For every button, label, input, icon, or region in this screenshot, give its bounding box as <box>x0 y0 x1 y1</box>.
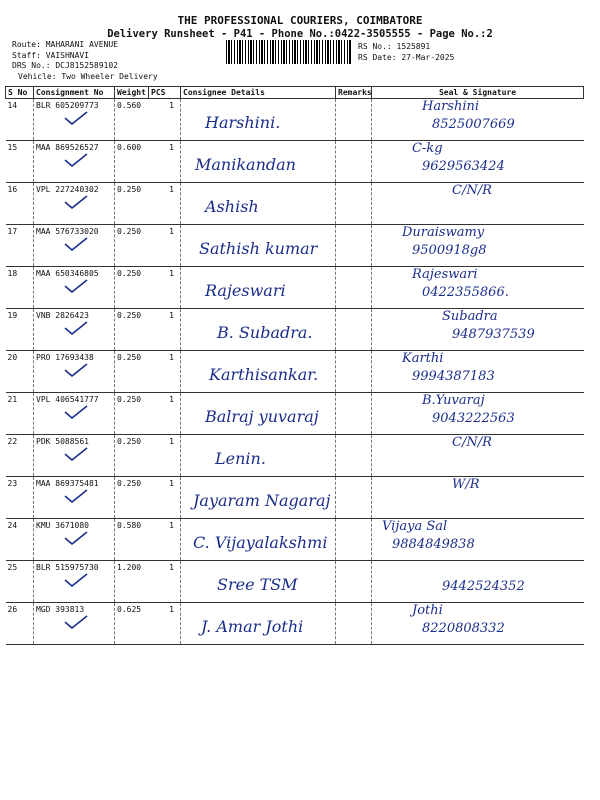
document-title: THE PROFESSIONAL COURIERS, COIMBATORE <box>177 14 423 27</box>
consignee-cell <box>181 603 336 645</box>
signature-cell <box>372 309 584 351</box>
checkmark-icon <box>64 153 88 167</box>
pcs-cell: 1 <box>149 267 181 309</box>
consignment-number: VNB 2826423 <box>36 311 89 320</box>
phone-handwriting: 9884849838 <box>392 537 475 552</box>
consignment-number: MAA 576733020 <box>36 227 99 236</box>
remarks-cell <box>336 603 372 645</box>
consignment-number: MAA 869375481 <box>36 479 99 488</box>
weight-cell: 0.625 <box>115 603 149 645</box>
table-row <box>6 561 584 603</box>
runsheet-table <box>5 86 584 645</box>
phone-handwriting: 9629563424 <box>422 159 505 174</box>
remarks-cell <box>336 561 372 603</box>
signature-cell <box>372 561 584 603</box>
weight-cell: 0.250 <box>115 351 149 393</box>
consignee-cell <box>181 519 336 561</box>
signature-cell <box>372 183 584 225</box>
signature-cell <box>372 393 584 435</box>
table-row <box>6 519 584 561</box>
consignee-cell <box>181 141 336 183</box>
signature-handwriting: Harshini <box>422 99 480 114</box>
remarks-cell <box>336 519 372 561</box>
checkmark-icon <box>64 321 88 335</box>
signature-cell <box>372 519 584 561</box>
phone-handwriting: 9043222563 <box>432 411 515 426</box>
barcode <box>226 40 352 64</box>
route-text: Route: MAHARANI AVENUE <box>12 40 118 49</box>
consignee-cell <box>181 183 336 225</box>
weight-cell: 0.250 <box>115 309 149 351</box>
pcs-cell: 1 <box>149 309 181 351</box>
phone-handwriting: 9487937539 <box>452 327 535 342</box>
col-sno: S No <box>6 87 34 99</box>
table-row <box>6 393 584 435</box>
checkmark-icon <box>64 279 88 293</box>
sno-cell: 23 <box>6 477 34 519</box>
weight-cell: 0.250 <box>115 435 149 477</box>
remarks-cell <box>336 435 372 477</box>
phone-handwriting: 9500918g8 <box>412 243 487 258</box>
sno-cell: 20 <box>6 351 34 393</box>
consignee-cell <box>181 267 336 309</box>
pcs-cell: 1 <box>149 435 181 477</box>
consignment-number: BLR 515975730 <box>36 563 99 572</box>
staff-text: Staff: VAISHNAVI <box>12 50 90 60</box>
consignment-cell <box>34 141 115 183</box>
table-row <box>6 309 584 351</box>
pcs-cell: 1 <box>149 561 181 603</box>
col-pcs: PCS <box>149 87 181 99</box>
pcs-cell: 1 <box>149 351 181 393</box>
col-weight: Weight <box>115 87 149 99</box>
remarks-cell <box>336 351 372 393</box>
consignment-number: VPL 227240302 <box>36 185 99 194</box>
col-signature: Seal & Signature <box>372 87 584 99</box>
consignment-cell <box>34 519 115 561</box>
phone-handwriting: 0422355866. <box>422 285 509 300</box>
consignee-handwriting: B. Subadra. <box>217 323 313 342</box>
consignee-cell <box>181 435 336 477</box>
consignee-cell <box>181 351 336 393</box>
consignment-cell <box>34 393 115 435</box>
pcs-cell: 1 <box>149 141 181 183</box>
sno-cell: 24 <box>6 519 34 561</box>
pcs-cell: 1 <box>149 519 181 561</box>
consignment-cell <box>34 603 115 645</box>
signature-cell <box>372 477 584 519</box>
signature-handwriting: C/N/R <box>452 435 492 450</box>
remarks-cell <box>336 477 372 519</box>
remarks-cell <box>336 225 372 267</box>
checkmark-icon <box>64 489 88 503</box>
signature-handwriting: Vijaya Sal <box>382 519 448 534</box>
signature-handwriting: C/N/R <box>452 183 492 198</box>
pcs-cell: 1 <box>149 393 181 435</box>
checkmark-icon <box>64 447 88 461</box>
consignment-cell <box>34 183 115 225</box>
remarks-cell <box>336 141 372 183</box>
table-row <box>6 435 584 477</box>
signature-cell <box>372 435 584 477</box>
vehicle-text: Vehicle: Two Wheeler Delivery <box>18 71 158 81</box>
consignment-cell <box>34 351 115 393</box>
pcs-cell: 1 <box>149 477 181 519</box>
col-consignment: Consignment No <box>34 87 115 99</box>
pcs-cell: 1 <box>149 183 181 225</box>
weight-cell: 0.250 <box>115 393 149 435</box>
signature-cell <box>372 225 584 267</box>
consignee-handwriting: Sree TSM <box>217 575 298 594</box>
consignee-handwriting: Balraj yuvaraj <box>205 407 319 426</box>
consignment-cell <box>34 477 115 519</box>
consignee-cell <box>181 99 336 141</box>
pcs-cell: 1 <box>149 99 181 141</box>
rs-date-text: RS Date: 27-Mar-2025 <box>358 52 455 62</box>
col-consignee: Consignee Details <box>181 87 336 99</box>
consignment-cell <box>34 561 115 603</box>
signature-handwriting: Subadra <box>442 309 498 324</box>
sno-cell: 17 <box>6 225 34 267</box>
sno-cell: 22 <box>6 435 34 477</box>
remarks-cell <box>336 267 372 309</box>
consignment-number: VPL 406541777 <box>36 395 99 404</box>
table-row <box>6 183 584 225</box>
checkmark-icon <box>64 531 88 545</box>
sno-cell: 21 <box>6 393 34 435</box>
phone-handwriting: 8220808332 <box>422 621 505 636</box>
consignment-cell <box>34 435 115 477</box>
table-row <box>6 141 584 183</box>
consignment-cell <box>34 267 115 309</box>
table-row <box>6 99 584 141</box>
table-row <box>6 603 584 645</box>
weight-cell: 0.600 <box>115 141 149 183</box>
meta-left <box>12 40 158 82</box>
consignment-cell <box>34 99 115 141</box>
consignment-number: MAA 869526527 <box>36 143 99 152</box>
consignment-number: BLR 605209773 <box>36 101 99 110</box>
table-row <box>6 477 584 519</box>
consignee-handwriting: Karthisankar. <box>209 365 319 384</box>
consignment-number: PRO 17693438 <box>36 353 94 362</box>
sno-cell: 19 <box>6 309 34 351</box>
checkmark-icon <box>64 573 88 587</box>
consignment-number: PDK 5088561 <box>36 437 89 446</box>
col-remarks: Remarks <box>336 87 372 99</box>
weight-cell: 0.250 <box>115 183 149 225</box>
signature-cell <box>372 351 584 393</box>
consignee-handwriting: Harshini. <box>205 113 281 132</box>
signature-handwriting: Rajeswari <box>412 267 478 282</box>
sno-cell: 26 <box>6 603 34 645</box>
drs-text: DRS No.: DCJ8152589102 <box>12 61 118 70</box>
sno-cell: 18 <box>6 267 34 309</box>
signature-cell <box>372 141 584 183</box>
consignee-handwriting: J. Amar Jothi <box>201 617 304 636</box>
remarks-cell <box>336 393 372 435</box>
remarks-cell <box>336 99 372 141</box>
consignee-handwriting: Sathish kumar <box>199 239 318 258</box>
consignee-cell <box>181 225 336 267</box>
document-subtitle: Delivery Runsheet - P41 - Phone No.:0422-3505555 - Page No.:2 <box>107 28 493 40</box>
consignee-cell <box>181 477 336 519</box>
weight-cell: 1.200 <box>115 561 149 603</box>
rs-no-text: RS No.: 1525891 <box>358 42 431 51</box>
signature-handwriting: Duraiswamy <box>402 225 485 240</box>
checkmark-icon <box>64 615 88 629</box>
meta-right <box>358 42 454 63</box>
consignee-handwriting: Ashish <box>205 197 259 216</box>
signature-cell <box>372 603 584 645</box>
phone-handwriting: 8525007669 <box>432 117 515 132</box>
remarks-cell <box>336 309 372 351</box>
pcs-cell: 1 <box>149 603 181 645</box>
weight-cell: 0.560 <box>115 99 149 141</box>
signature-cell <box>372 99 584 141</box>
table-header-row <box>6 87 584 99</box>
weight-cell: 0.580 <box>115 519 149 561</box>
signature-handwriting: C-kg <box>412 141 443 156</box>
signature-handwriting: Karthi <box>402 351 444 366</box>
sno-cell: 15 <box>6 141 34 183</box>
consignment-number: MGD 393813 <box>36 605 85 614</box>
signature-handwriting: Jothi <box>412 603 443 618</box>
checkmark-icon <box>64 195 88 209</box>
consignee-handwriting: C. Vijayalakshmi <box>193 533 328 552</box>
consignee-handwriting: Lenin. <box>215 449 266 468</box>
table-row <box>6 225 584 267</box>
consignment-cell <box>34 309 115 351</box>
consignment-cell <box>34 225 115 267</box>
checkmark-icon <box>64 111 88 125</box>
consignee-handwriting: Manikandan <box>195 155 296 174</box>
consignment-number: KMU 3671080 <box>36 521 89 530</box>
signature-cell <box>372 267 584 309</box>
pcs-cell: 1 <box>149 225 181 267</box>
remarks-cell <box>336 183 372 225</box>
phone-handwriting: 9994387183 <box>412 369 495 384</box>
weight-cell: 0.250 <box>115 225 149 267</box>
signature-handwriting: B.Yuvaraj <box>422 393 485 408</box>
consignee-handwriting: Jayaram Nagaraj <box>193 491 331 510</box>
signature-handwriting: W/R <box>452 477 480 492</box>
sno-cell: 14 <box>6 99 34 141</box>
consignee-handwriting: Rajeswari <box>205 281 286 300</box>
weight-cell: 0.250 <box>115 267 149 309</box>
consignment-number: MAA 650346805 <box>36 269 99 278</box>
consignee-cell <box>181 561 336 603</box>
sno-cell: 16 <box>6 183 34 225</box>
weight-cell: 0.250 <box>115 477 149 519</box>
checkmark-icon <box>64 237 88 251</box>
consignee-cell <box>181 393 336 435</box>
sno-cell: 25 <box>6 561 34 603</box>
table-row <box>6 267 584 309</box>
phone-handwriting: 9442524352 <box>442 579 525 594</box>
table-row <box>6 351 584 393</box>
checkmark-icon <box>64 363 88 377</box>
checkmark-icon <box>64 405 88 419</box>
consignee-cell <box>181 309 336 351</box>
